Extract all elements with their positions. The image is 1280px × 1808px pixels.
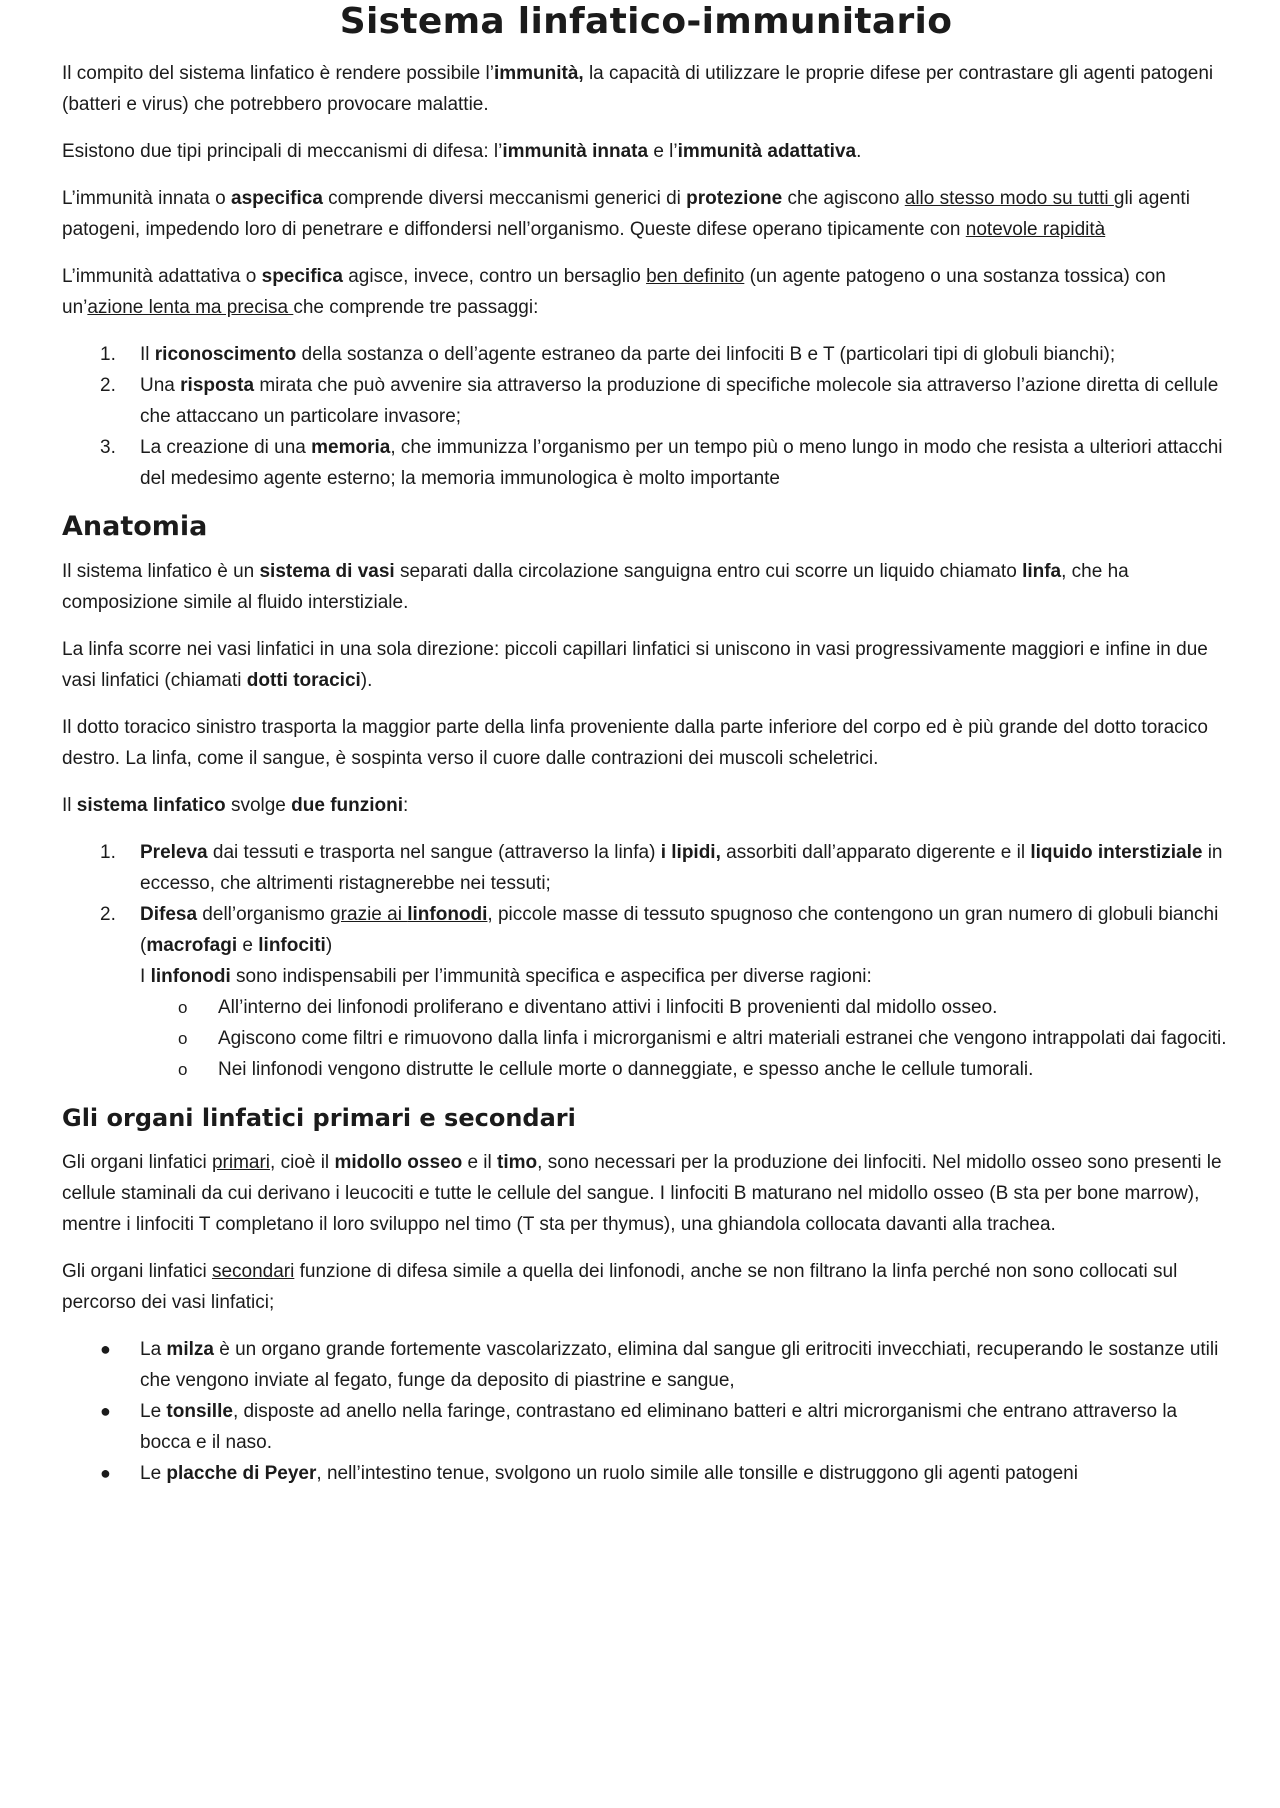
paragraph-organi-secondari: Gli organi linfatici secondari funzione di difesa simile a quella dei linfonodi, anche se non filtrano la linfa perché non sono collocati sul percorso dei vasi linfatici; bbox=[62, 1261, 1178, 1313]
paragraph-anatomia-4: Il sistema linfatico svolge due funzioni: bbox=[62, 795, 409, 816]
paragraph-organi-primari: Gli organi linfatici primari, cioè il midollo osseo e il timo, sono necessari per la produzione dei linfociti. Nel midollo osseo sono presenti le cellule staminali da cui derivano i leucociti e tutte le cellule del sangue. I linfociti B maturano nel midollo osseo (B sta per bone marrow), mentre i linfociti T completano il loro sviluppo nel timo (T sta per thymus), una ghiandola collocata davanti alla trachea. bbox=[62, 1152, 1222, 1235]
section-heading-anatomia: Anatomia bbox=[62, 511, 208, 542]
linfonodi-note: I linfonodi sono indispensabili per l’immunità specifica e aspecifica per diverse ragioni: bbox=[140, 966, 872, 987]
page-title: Sistema linfatico-immunitario bbox=[339, 1, 953, 42]
list-item: 2. Difesa dell’organismo grazie ai linfonodi, piccole masse di tessuto spugnoso che contengono un gran numero di globuli bianchi (macrofagi e linfociti) I linfonodi sono indispensabili per l’immunità specifica e aspecifica per diverse ragioni: o All’interno dei linfonodi proliferano e diventano attivi i linfociti B provenienti dal midollo osseo. o Agiscono come filtri e rimuovono dalla linfa i microrganismi e altri materiali estranei che vengono intrappolati dai fagociti. o Nei linfonodi vengono distrutte le cellule morte o danneggiate, e spesso anche le cellule tumorali. bbox=[62, 899, 1230, 1085]
circle-bullet-icon: o bbox=[178, 1029, 188, 1048]
list-item: 1. Preleva dai tessuti e trasporta nel sangue (attraverso la linfa) i lipidi, assorbiti dall’apparato digerente e il liquido interstiziale in eccesso, che altrimenti ristagnerebbe nei tessuti; bbox=[100, 842, 1223, 894]
list-item: 3. La creazione di una memoria, che immunizza l’organismo per un tempo più o meno lungo in modo che resista a ulteriori attacchi del medesimo agente esterno; la memoria immunologica è molto importante bbox=[100, 437, 1223, 489]
list-item: o Agiscono come filtri e rimuovono dalla linfa i microrganismi e altri materiali estranei che vengono intrappolati dai fagociti. bbox=[62, 1023, 1230, 1054]
paragraph-intro-1: Il compito del sistema linfatico è rendere possibile l’immunità, la capacità di utilizzare le proprie difese per contrastare gli agenti patogeni (batteri e virus) che potrebbero provocare malattie. bbox=[62, 63, 1214, 115]
list-item: ● Le tonsille, disposte ad anello nella faringe, contrastano ed eliminano batteri e altri microrganismi che entrano attraverso la bocca e il naso. bbox=[62, 1396, 1230, 1458]
section-heading-organi: Gli organi linfatici primari e secondari bbox=[62, 1104, 576, 1132]
list-item: o All’interno dei linfonodi proliferano e diventano attivi i linfociti B provenienti dal midollo osseo. bbox=[62, 992, 1230, 1023]
functions-list bbox=[62, 837, 1230, 1085]
paragraph-anatomia-1: Il sistema linfatico è un sistema di vasi separati dalla circolazione sanguigna entro cui scorre un liquido chiamato linfa, che ha composizione simile al fluido interstiziale. bbox=[62, 561, 1129, 613]
list-item: ● Le placche di Peyer, nell’intestino tenue, svolgono un ruolo simile alle tonsille e distruggono gli agenti patogeni bbox=[62, 1458, 1230, 1489]
circle-bullet-icon: o bbox=[178, 1060, 188, 1079]
list-item: ● La milza è un organo grande fortemente vascolarizzato, elimina dal sangue gli eritrociti invecchiati, recuperando le sostanze utili che vengono inviate al fegato, funge da deposito di piastrine e sangue, bbox=[62, 1334, 1230, 1396]
steps-list bbox=[62, 339, 1230, 494]
paragraph-intro-2: Esistono due tipi principali di meccanismi di difesa: l’immunità innata e l’immunità adattativa. bbox=[62, 141, 862, 162]
linfonodi-reasons-list bbox=[62, 992, 1230, 1085]
bullet-icon: ● bbox=[100, 1401, 111, 1421]
paragraph-immunita-innata: L’immunità innata o aspecifica comprende diversi meccanismi generici di protezione che agiscono allo stesso modo su tutti gli agenti patogeni, impedendo loro di penetrare e diffondersi nell’organismo. Queste difese operano tipicamente con notevole rapidità bbox=[62, 188, 1190, 240]
paragraph-anatomia-3: Il dotto toracico sinistro trasporta la maggior parte della linfa proveniente dalla parte inferiore del corpo ed è più grande del dotto toracico destro. La linfa, come il sangue, è sospinta verso il cuore dalle contrazioni dei muscoli scheletrici. bbox=[62, 717, 1208, 769]
list-item: 2. Una risposta mirata che può avvenire sia attraverso la produzione di specifiche molecole sia attraverso l’azione diretta di cellule che attaccano un particolare invasore; bbox=[100, 375, 1219, 427]
paragraph-anatomia-2: La linfa scorre nei vasi linfatici in una sola direzione: piccoli capillari linfatici si uniscono in vasi progressivamente maggiori e infine in due vasi linfatici (chiamati dotti toracici). bbox=[62, 639, 1208, 691]
circle-bullet-icon: o bbox=[178, 998, 188, 1017]
organi-secondari-list bbox=[62, 1334, 1230, 1489]
list-item: 1. Il riconoscimento della sostanza o dell’agente estraneo da parte dei linfociti B e T (particolari tipi di globuli bianchi); bbox=[100, 344, 1116, 365]
bullet-icon: ● bbox=[100, 1339, 111, 1359]
list-item: o Nei linfonodi vengono distrutte le cellule morte o danneggiate, e spesso anche le cellule tumorali. bbox=[62, 1054, 1230, 1085]
bullet-icon: ● bbox=[100, 1463, 111, 1483]
paragraph-immunita-adattativa: L’immunità adattativa o specifica agisce, invece, contro un bersaglio ben definito (un agente patogeno o una sostanza tossica) con un’azione lenta ma precisa che comprende tre passaggi: bbox=[62, 266, 1166, 318]
